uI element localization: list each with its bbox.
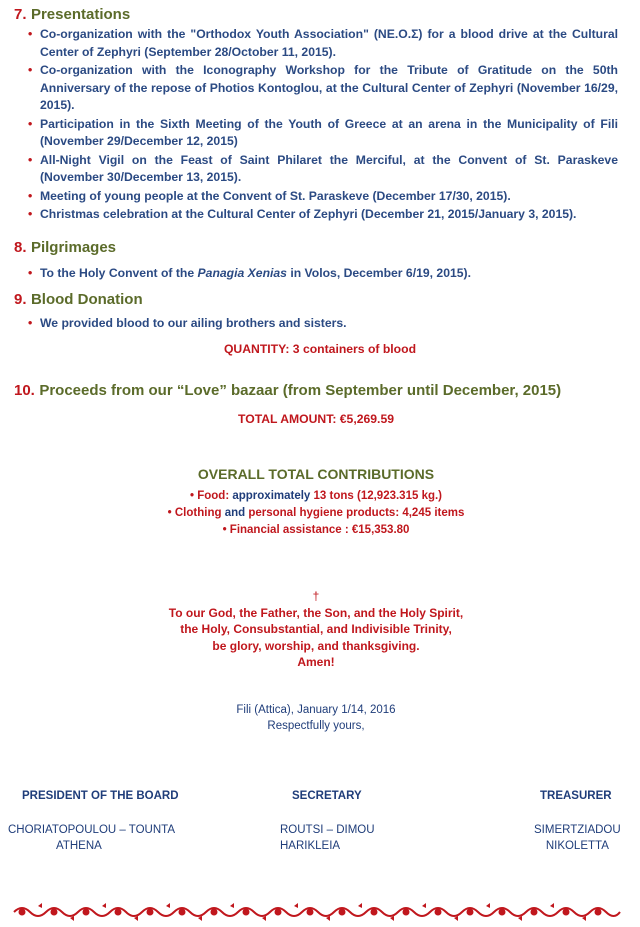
list-item: • All-Night Vigil on the Feast of Saint Philaret the Merciful, at the Convent of St. Paraskeve (November 30/December 13, 2015). [28,152,618,184]
overall-title: OVERALL TOTAL CONTRIBUTIONS [197,466,435,482]
floral-border-ornament-icon [12,902,622,922]
section-number: 8. [14,239,27,256]
list-item: • Co-organization with the Iconography Workshop for the Tribute of Gratitude on the 50th Anniversary of the repose of Photios Kontoglou, at the Cultural Center of Zephyri (November 16/29, 2015). [28,63,618,112]
food-line: • Food: approximately 13 tons (12,923.315 kg.) [189,490,443,502]
respectfully: Respectfully yours, [267,720,365,732]
list-item: • To the Holy Convent of the Panagia Xenias in Volos, December 6/19, 2015). [28,266,471,280]
cross-icon: † [312,589,320,603]
overall-contributions [0,488,632,539]
doxology: † To our God, the Father, the Son, and the Holy Spirit, the Holy, Consubstantial, and Indivisible Trinity, be glory, worship, and thanksgiving. Amen! [0,588,632,671]
section-9-heading [14,291,143,309]
section-title: Pilgrimages [30,239,117,256]
signature-role: SECRETARY [292,790,362,802]
blood-quantity: QUANTITY: 3 containers of blood [223,342,417,356]
blood-list [28,315,618,334]
list-item: • Participation in the Sixth Meeting of the Youth of Greece at an arena in the Municipality of Fili (November 29/December 12, 2015) [28,116,618,148]
presentations-list [28,26,618,225]
section-title: Blood Donation [30,291,143,308]
section-title: Proceeds from our “Love” bazaar (from September until December, 2015) [39,382,562,399]
total-amount: TOTAL AMOUNT: €5,269.59 [238,412,394,426]
list-item: • Christmas celebration at the Cultural Center of Zephyri (December 21, 2015/January 3, 2015). [28,207,577,221]
section-8-heading [14,239,116,257]
signature-role: PRESIDENT OF THE BOARD [22,790,179,802]
list-item: • We provided blood to our ailing brothers and sisters. [28,316,347,330]
section-10-heading [14,382,561,400]
section-number: 7. [14,6,27,23]
list-item: • Co-organization with the "Orthodox Youth Association" (ΝΕ.Ο.Σ) for a blood drive at the Cultural Center of Zephyri (September 28/October 11, 2015). [28,27,618,59]
section-title: Presentations [30,6,131,23]
signature-name-treasurer: SIMERTZIADOU NIKOLETTA [534,824,621,852]
financial-line: • Financial assistance : €15,353.80 [222,524,410,536]
place-date: Fili (Attica), January 1/14, 2016 [236,704,396,716]
signature-name-secretary: ROUTSI – DIMOU HARIKLEIA [280,824,375,852]
section-number: 10. [14,382,35,399]
closing [0,702,632,734]
signature-name-president: CHORIATOPOULOU – TOUNTA ATHENA [8,824,175,852]
signature-role: TREASURER [540,790,612,802]
pilgrimages-list [28,265,618,284]
section-7-heading [14,6,130,24]
clothing-line: • Clothing and personal hygiene products: 4,245 items [167,507,465,519]
section-number: 9. [14,291,27,308]
list-item: • Meeting of young people at the Convent of St. Paraskeve (December 17/30, 2015). [28,188,511,203]
